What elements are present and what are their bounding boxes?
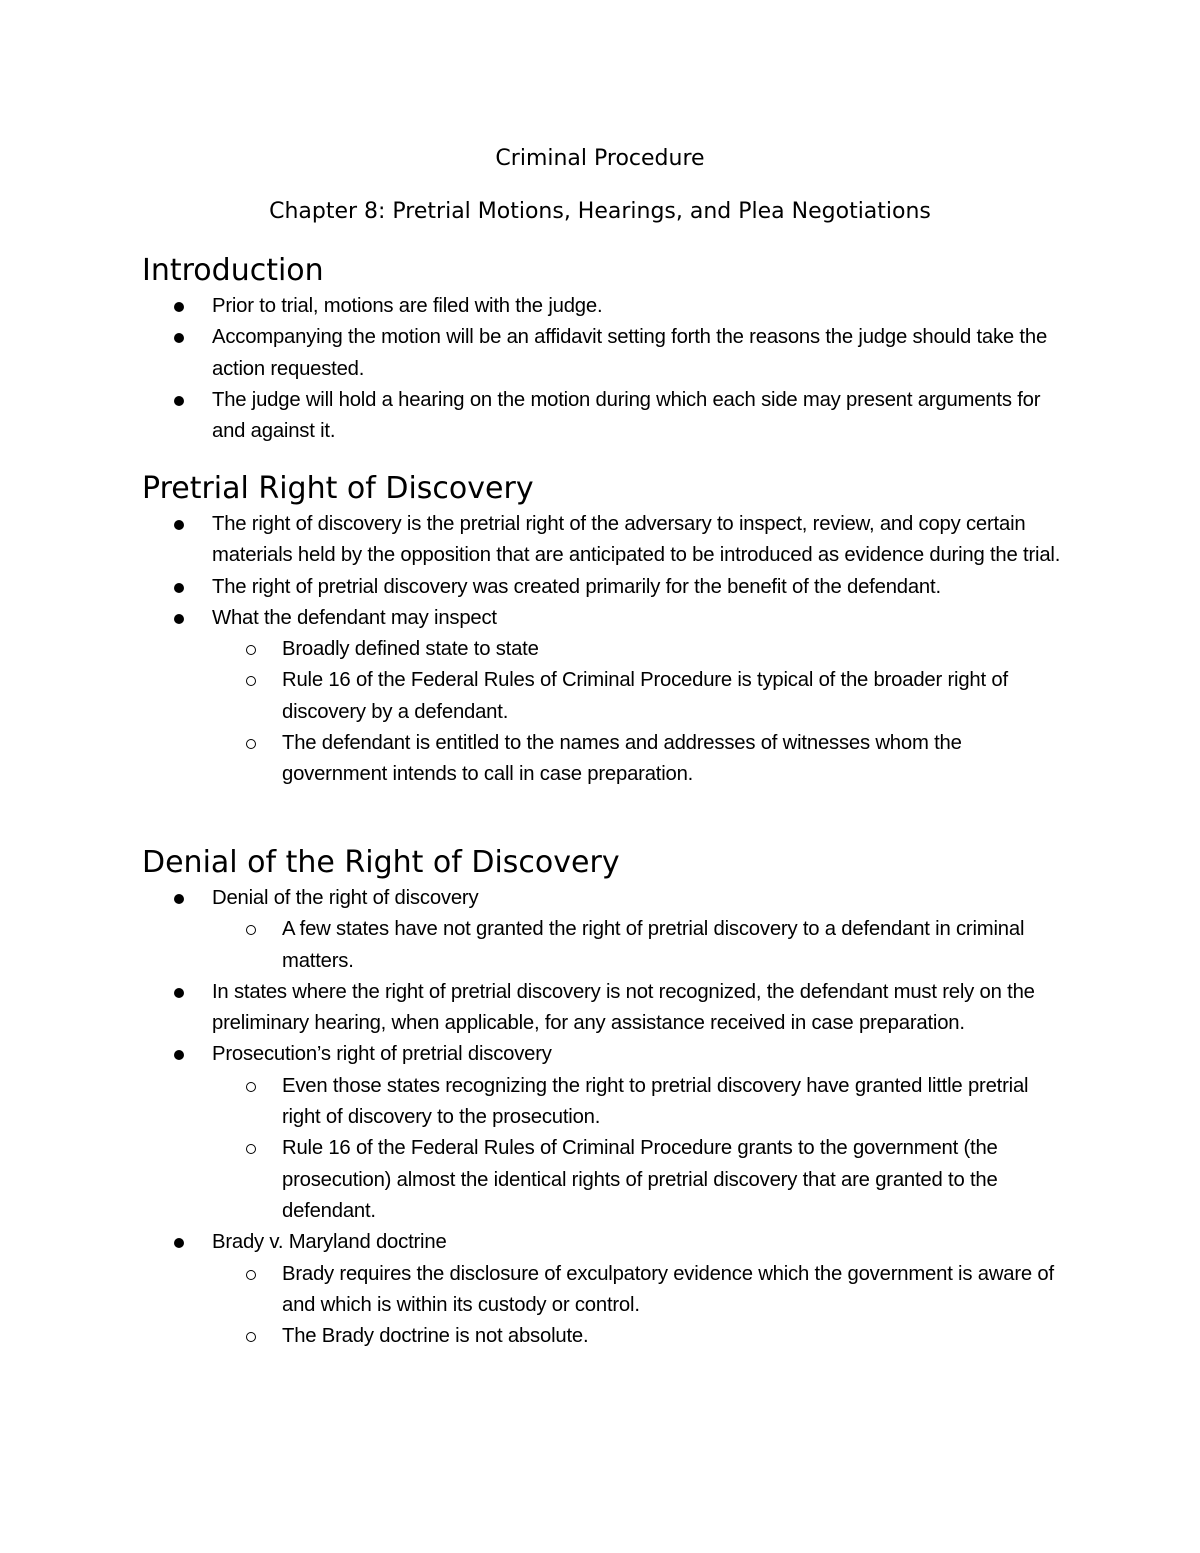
- sub-list-item-text: Rule 16 of the Federal Rules of Criminal Procedure is typical of the broader right of discovery by a defendant.: [282, 669, 1008, 723]
- bullet-icon: [174, 302, 184, 312]
- hollow-bullet-icon: [246, 925, 256, 935]
- bullet-icon: [174, 1050, 184, 1060]
- list-item-text: Prior to trial, motions are filed with the judge.: [212, 295, 603, 317]
- list-item-text: Accompanying the motion will be an affidavit setting forth the reasons the judge should take the action requested.: [212, 326, 1048, 380]
- sub-bullet-list: [212, 914, 1072, 977]
- list-item: [142, 509, 1072, 572]
- bullet-list: [142, 509, 1072, 791]
- list-item-text: In states where the right of pretrial discovery is not recognized, the defendant must rely on the preliminary hearing, when applicable, for any assistance received in case preparation.: [212, 980, 1035, 1035]
- sub-list-item-text: Broadly defined state to state: [282, 638, 539, 661]
- section-heading: Pretrial Right of Discovery: [142, 471, 534, 506]
- sub-list-item-text: Even those states recognizing the right to pretrial discovery have granted little pretrial right of discovery to the prosecution.: [282, 1074, 1029, 1129]
- hollow-bullet-icon: [246, 645, 256, 655]
- bullet-icon: [174, 520, 184, 530]
- bullet-list: [142, 883, 1072, 1352]
- section-heading: Denial of the Right of Discovery: [142, 845, 620, 880]
- list-item: [142, 603, 1072, 791]
- list-item: [142, 1227, 1072, 1352]
- bullet-icon: [174, 894, 184, 904]
- sub-list-item: [212, 1321, 1072, 1352]
- section-introduction: [142, 251, 1072, 447]
- hollow-bullet-icon: [246, 676, 256, 686]
- list-item: [142, 572, 1072, 603]
- document-subtitle: Chapter 8: Pretrial Motions, Hearings, and Plea Negotiations: [269, 199, 931, 224]
- list-item: [142, 385, 1072, 448]
- hollow-bullet-icon: [246, 1332, 256, 1342]
- hollow-bullet-icon: [246, 739, 256, 749]
- list-item: [142, 883, 1072, 977]
- sub-list-item-text: Rule 16 of the Federal Rules of Criminal Procedure grants to the government (the prosecution) almost the identical rights of pretrial discovery that are granted to the defendant.: [282, 1137, 998, 1222]
- list-item: [142, 1039, 1072, 1227]
- sub-bullet-list: [212, 634, 1072, 790]
- list-item-text: What the defendant may inspect: [212, 606, 497, 629]
- list-item-text: The right of discovery is the pretrial right of the adversary to inspect, review, and copy certain materials held by the opposition that are anticipated to be introduced as evidence during the trial.: [212, 513, 1061, 567]
- sub-list-item: [212, 634, 1072, 665]
- sub-list-item-text: The defendant is entitled to the names and addresses of witnesses whom the government intends to call in case preparation.: [282, 732, 962, 786]
- document-title: Criminal Procedure: [495, 146, 705, 171]
- hollow-bullet-icon: [246, 1270, 256, 1280]
- sub-list-item: [212, 728, 1072, 791]
- sub-list-item-text: The Brady doctrine is not absolute.: [282, 1325, 589, 1348]
- bullet-list: [142, 291, 1072, 447]
- list-item-text: The judge will hold a hearing on the motion during which each side may present arguments for and against it.: [212, 388, 1041, 443]
- hollow-bullet-icon: [246, 1144, 256, 1154]
- section-heading: Introduction: [142, 253, 324, 288]
- list-item: [142, 977, 1072, 1040]
- sub-bullet-list: [212, 1259, 1072, 1353]
- list-item-text: The right of pretrial discovery was created primarily for the benefit of the defendant.: [212, 575, 941, 598]
- list-item-text: Brady v. Maryland doctrine: [212, 1231, 447, 1254]
- bullet-icon: [174, 614, 184, 624]
- section-denial-of-right-of-discovery: [142, 843, 1072, 1352]
- section-pretrial-right-of-discovery: [142, 469, 1072, 791]
- list-item-text: Prosecution’s right of pretrial discovery: [212, 1043, 552, 1066]
- sub-list-item: [212, 1259, 1072, 1322]
- bullet-icon: [174, 1238, 184, 1248]
- list-item: [142, 322, 1072, 385]
- list-item: [142, 291, 1072, 322]
- hollow-bullet-icon: [246, 1082, 256, 1092]
- sub-list-item: [212, 1133, 1072, 1227]
- bullet-icon: [174, 583, 184, 593]
- list-item-text: Denial of the right of discovery: [212, 887, 479, 909]
- sub-list-item-text: Brady requires the disclosure of exculpatory evidence which the government is aware of and which is within its custody or control.: [282, 1262, 1054, 1316]
- sub-list-item: [212, 914, 1072, 977]
- sub-list-item: [212, 1071, 1072, 1134]
- bullet-icon: [174, 396, 184, 406]
- sub-list-item: [212, 665, 1072, 728]
- sub-bullet-list: [212, 1071, 1072, 1227]
- bullet-icon: [174, 333, 184, 343]
- sub-list-item-text: A few states have not granted the right of pretrial discovery to a defendant in criminal matters.: [282, 918, 1025, 972]
- bullet-icon: [174, 988, 184, 998]
